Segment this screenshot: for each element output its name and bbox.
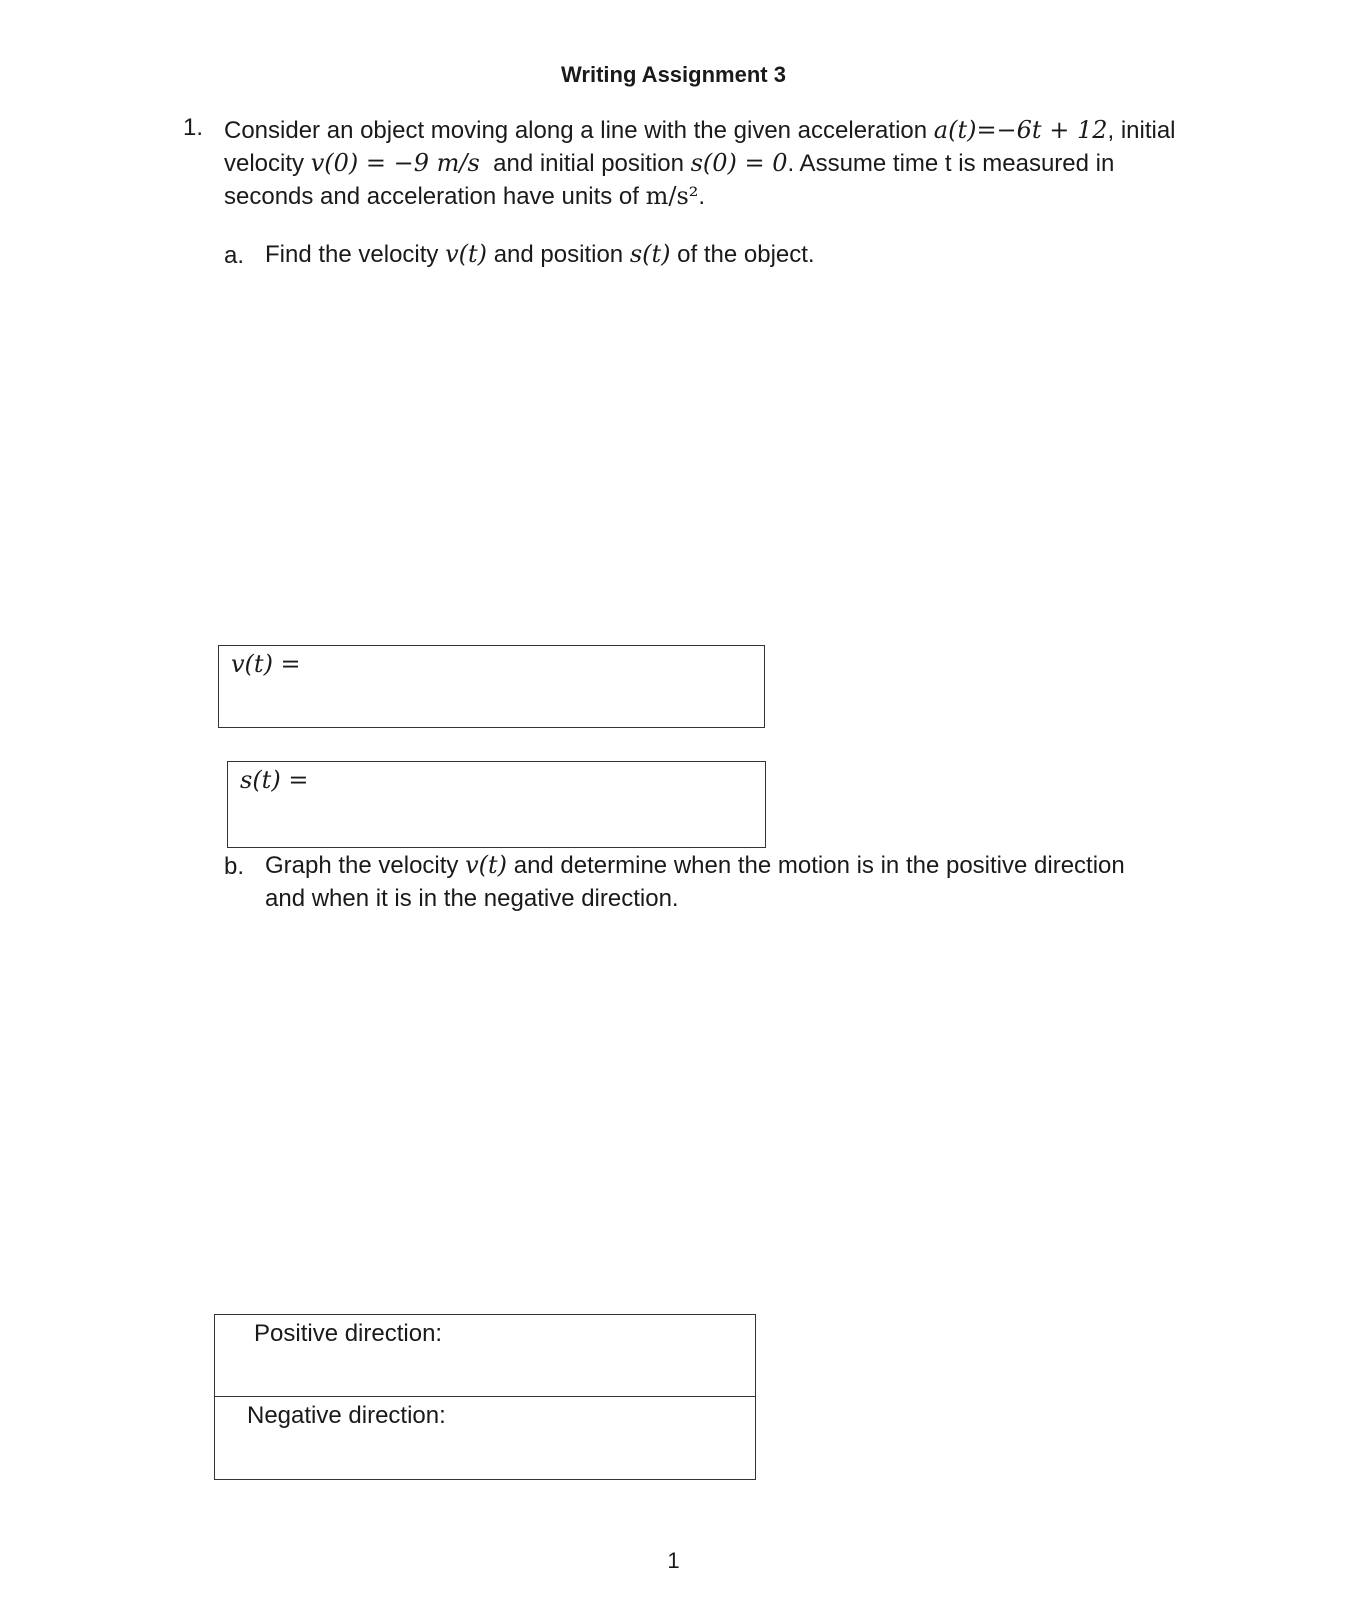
part-a-letter: a. (224, 242, 245, 269)
velocity-answer-box[interactable] (218, 645, 765, 728)
document-title: Writing Assignment 3 (561, 62, 786, 87)
negative-direction-answer-box[interactable] (214, 1396, 756, 1480)
part-b-text: Graph the velocity v(t) and determine when the motion is in the positive direction and when it is in the negative direction. (265, 851, 1125, 912)
positive-direction-answer-box[interactable] (214, 1314, 756, 1398)
page-number: 1 (667, 1548, 680, 1573)
positive-direction-label: Positive direction: (254, 1320, 443, 1347)
position-answer-label: s(t) = (240, 766, 309, 794)
question-line-1: Consider an object moving along a line with the given acceleration a(t)=−6t + 12, initial (224, 116, 1176, 144)
acceleration-expression: a(t)=−6t + 12 (933, 116, 1108, 144)
negative-direction-label: Negative direction: (247, 1402, 446, 1429)
initial-position-expression: s(0) = 0 (690, 149, 788, 177)
part-a-text: Find the velocity v(t) and position s(t) of the object. (265, 240, 815, 268)
initial-velocity-expression: v(0) = −9 m/s (310, 149, 480, 177)
part-b-letter: b. (224, 853, 245, 880)
question-line-2: velocity v(0) = −9 m/s and initial position s(0) = 0. Assume time t is measured in (224, 149, 1115, 177)
question-line-3: seconds and acceleration have units of m/s². (224, 182, 706, 210)
acceleration-units: m/s² (645, 182, 699, 210)
question-text (224, 114, 1224, 213)
question-number: 1. (183, 114, 204, 141)
velocity-answer-label: v(t) = (231, 650, 301, 678)
position-answer-box[interactable] (227, 761, 766, 848)
